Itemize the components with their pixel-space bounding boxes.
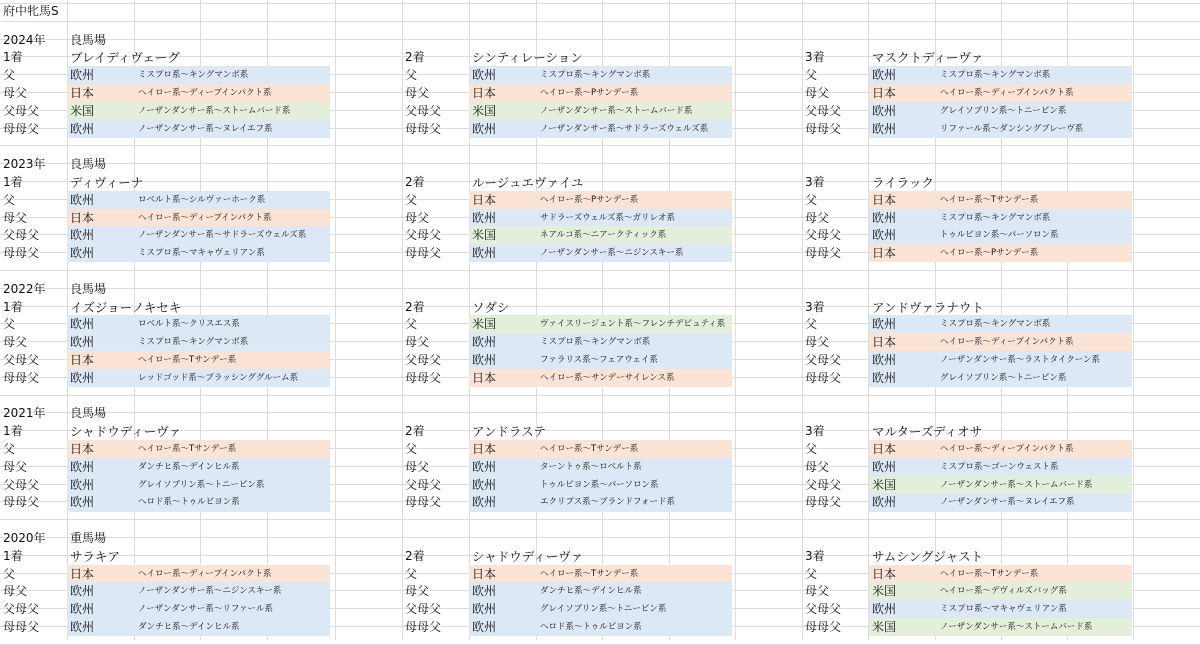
pedigree-label[interactable]: 母母父: [805, 246, 842, 261]
pedigree-label[interactable]: 母父: [805, 584, 830, 599]
pedigree-label[interactable]: 母母父: [3, 495, 40, 510]
sire-line-cell[interactable]: トゥルビヨン系～パーソロン系: [536, 476, 732, 494]
pedigree-label[interactable]: 母母父: [3, 121, 40, 136]
region-cell[interactable]: 欧州: [67, 333, 134, 351]
sire-line-cell[interactable]: ヘイロー系～Tサンデー系: [536, 565, 732, 583]
sire-line-cell[interactable]: ヴァイスリージェント系～フレンチデピュティ系: [536, 315, 732, 333]
sire-line-cell[interactable]: ノーザンダンサー系～リファール系: [134, 600, 330, 618]
horse-name[interactable]: ブレイディヴェーグ: [70, 50, 180, 66]
region-cell[interactable]: 欧州: [67, 120, 134, 138]
region-cell[interactable]: 米国: [469, 102, 536, 120]
pedigree-label[interactable]: 父: [805, 192, 818, 207]
pedigree-label[interactable]: 父母父: [3, 228, 40, 243]
region-cell[interactable]: 欧州: [469, 476, 536, 494]
grid-col-line: [335, 0, 336, 640]
sire-line-cell[interactable]: ノーザンダンサー系～サドラーズウェルズ系: [134, 226, 330, 244]
region-cell[interactable]: 米国: [469, 226, 536, 244]
sire-line-cell[interactable]: ミスプロ系～キングマンボ系: [536, 66, 732, 84]
pedigree-label[interactable]: 母父: [3, 459, 28, 474]
region-cell[interactable]: 日本: [67, 440, 134, 458]
sire-line-cell[interactable]: ヘイロー系～サンデーサイレンス系: [536, 369, 732, 387]
region-cell[interactable]: 米国: [469, 315, 536, 333]
year-label[interactable]: 2021年: [3, 406, 46, 421]
sire-line-cell[interactable]: ミスプロ系～キングマンボ系: [134, 333, 330, 351]
sire-line-cell[interactable]: ヘイロー系～Pサンデー系: [536, 191, 732, 209]
track-condition[interactable]: 良馬場: [70, 406, 107, 421]
place-label[interactable]: 1着: [3, 424, 23, 439]
region-cell[interactable]: 欧州: [869, 600, 936, 618]
sire-line-cell[interactable]: ヘイロー系～デヴィルズバッグ系: [936, 582, 1132, 600]
sire-line-cell[interactable]: ノーザンダンサー系～ラストタイクーン系: [936, 351, 1132, 369]
place-label[interactable]: 1着: [3, 299, 23, 314]
sire-line-cell[interactable]: グレイソブリン系～トニービン系: [936, 102, 1132, 120]
pedigree-label[interactable]: 母母父: [405, 370, 442, 385]
region-cell[interactable]: 日本: [869, 84, 936, 102]
pedigree-label[interactable]: 父母父: [405, 353, 442, 367]
region-cell[interactable]: 欧州: [469, 618, 536, 636]
pedigree-label[interactable]: 母父: [405, 210, 430, 225]
horse-name[interactable]: ライラック: [872, 175, 934, 190]
pedigree-label[interactable]: 母母父: [3, 370, 40, 385]
place-label[interactable]: 3着: [805, 50, 825, 65]
sire-line-cell[interactable]: ヘイロー系～Tサンデー系: [536, 440, 732, 458]
pedigree-label[interactable]: 母父: [3, 86, 28, 100]
horse-name[interactable]: マスクトディーヴァ: [872, 50, 984, 66]
region-cell[interactable]: 欧州: [869, 493, 936, 511]
sire-line-cell[interactable]: ターントゥ系～ロベルト系: [536, 458, 732, 476]
sire-line-cell[interactable]: ミスプロ系～ゴーンウェスト系: [936, 458, 1132, 476]
region-cell[interactable]: 欧州: [67, 369, 134, 387]
pedigree-label[interactable]: 母父: [3, 335, 28, 350]
sire-line-cell[interactable]: ヘイロー系～Tサンデー系: [936, 191, 1132, 209]
region-cell[interactable]: 欧州: [469, 600, 536, 618]
sire-line-cell[interactable]: ノーザンダンサー系～ニジンスキー系: [536, 244, 732, 262]
grid-row-line: [0, 39, 1200, 40]
year-label[interactable]: 2022年: [3, 281, 46, 296]
horse-name[interactable]: シャドウディーヴァ: [70, 424, 182, 440]
sire-line-cell[interactable]: ヘイロー系～Tサンデー系: [936, 565, 1132, 583]
region-cell[interactable]: 欧州: [469, 458, 536, 476]
grid-row-line: [0, 288, 1200, 289]
sire-line-cell[interactable]: ネアルコ系～ニアークティック系: [536, 226, 732, 244]
pedigree-label[interactable]: 父: [405, 566, 418, 581]
sire-line-cell[interactable]: ヘイロー系～ディープインパクト系: [936, 333, 1132, 351]
region-cell[interactable]: 欧州: [869, 102, 936, 120]
sire-line-cell[interactable]: グレイソブリン系～トニービン系: [936, 369, 1132, 387]
sheet-title[interactable]: 府中牝馬S: [3, 4, 59, 18]
region-cell[interactable]: 日本: [469, 191, 536, 209]
pedigree-label[interactable]: 父: [3, 566, 16, 581]
sire-line-cell[interactable]: ミスプロ系～キングマンボ系: [134, 66, 330, 84]
pedigree-label[interactable]: 父母父: [405, 228, 442, 243]
pedigree-label[interactable]: 父母父: [805, 477, 842, 492]
horse-name[interactable]: ディヴィーナ: [70, 175, 144, 190]
region-cell[interactable]: 欧州: [67, 458, 134, 476]
pedigree-label[interactable]: 父母父: [805, 353, 842, 367]
grid-row-line: [0, 145, 1200, 146]
horse-name[interactable]: ソダシ: [472, 299, 510, 315]
pedigree-label[interactable]: 母父: [405, 459, 430, 474]
place-label[interactable]: 1着: [3, 175, 23, 189]
sire-line-cell[interactable]: ダンチヒ系～デインヒル系: [134, 458, 330, 476]
sire-line-cell[interactable]: ヘイロー系～ディープインパクト系: [936, 84, 1132, 102]
place-label[interactable]: 2着: [405, 299, 425, 314]
pedigree-label[interactable]: 父: [405, 317, 418, 332]
pedigree-label[interactable]: 父: [3, 442, 16, 456]
pedigree-label[interactable]: 母母父: [3, 620, 40, 634]
place-label[interactable]: 2着: [405, 175, 425, 189]
grid-row-line: [0, 395, 1200, 396]
sire-line-cell[interactable]: エクリプス系～ブランドフォード系: [536, 493, 732, 511]
pedigree-label[interactable]: 父: [405, 68, 418, 83]
pedigree-label[interactable]: 母母父: [3, 246, 40, 261]
sire-line-cell[interactable]: ミスプロ系～キングマンボ系: [536, 333, 732, 351]
horse-name[interactable]: アンドラステ: [472, 424, 546, 440]
sire-line-cell[interactable]: グレイソブリン系～トニービン系: [536, 600, 732, 618]
region-cell[interactable]: 欧州: [67, 191, 134, 209]
pedigree-label[interactable]: 父母父: [805, 103, 842, 118]
sire-line-cell[interactable]: ダンチヒ系～デインヒル系: [134, 618, 330, 636]
sire-line-cell[interactable]: ヘイロー系～ディープインパクト系: [134, 209, 330, 227]
horse-name[interactable]: シンティレーション: [472, 50, 583, 66]
pedigree-label[interactable]: 母母父: [805, 620, 842, 634]
region-cell[interactable]: 日本: [869, 440, 936, 458]
region-cell[interactable]: 欧州: [67, 600, 134, 618]
sire-line-cell[interactable]: ノーザンダンサー系～ストームバード系: [936, 618, 1132, 636]
pedigree-label[interactable]: 母母父: [405, 620, 442, 634]
pedigree-label[interactable]: 父: [405, 442, 418, 456]
sire-line-cell[interactable]: リファール系～ダンシングブレーヴ系: [936, 120, 1132, 138]
pedigree-label[interactable]: 父: [805, 566, 818, 581]
region-cell[interactable]: 日本: [869, 244, 936, 262]
sire-line-cell[interactable]: ヘイロー系～ディープインパクト系: [936, 440, 1132, 458]
region-cell[interactable]: 欧州: [469, 209, 536, 227]
pedigree-label[interactable]: 母母父: [805, 370, 842, 385]
region-cell[interactable]: 欧州: [869, 315, 936, 333]
place-label[interactable]: 3着: [805, 299, 825, 314]
region-cell[interactable]: 欧州: [869, 369, 936, 387]
horse-name[interactable]: サラキア: [70, 548, 121, 564]
region-cell[interactable]: 欧州: [67, 315, 134, 333]
grid-row-line: [0, 412, 1200, 413]
sire-line-cell[interactable]: ファラリス系～フェアウェイ系: [536, 351, 732, 369]
region-cell[interactable]: 欧州: [869, 66, 936, 84]
region-cell[interactable]: 米国: [67, 102, 134, 120]
region-cell[interactable]: 米国: [869, 582, 936, 600]
region-cell[interactable]: 日本: [469, 84, 536, 102]
horse-name[interactable]: アンドヴァラナウト: [872, 299, 984, 315]
region-cell[interactable]: 日本: [469, 440, 536, 458]
track-condition[interactable]: 良馬場: [70, 32, 107, 47]
region-cell[interactable]: 日本: [469, 369, 536, 387]
region-cell[interactable]: 欧州: [67, 493, 134, 511]
grid-row-line: [0, 519, 1200, 520]
track-condition[interactable]: 良馬場: [70, 157, 107, 172]
pedigree-label[interactable]: 父: [405, 192, 418, 207]
region-cell[interactable]: 欧州: [469, 333, 536, 351]
grid-col-line: [735, 0, 736, 640]
pedigree-label[interactable]: 父: [3, 68, 16, 83]
region-cell[interactable]: 欧州: [469, 493, 536, 511]
horse-name[interactable]: サムシングジャスト: [872, 548, 984, 564]
place-label[interactable]: 3着: [805, 548, 825, 563]
pedigree-label[interactable]: 母母父: [405, 246, 442, 261]
region-cell[interactable]: 欧州: [67, 66, 134, 84]
pedigree-label[interactable]: 父: [3, 192, 16, 207]
region-cell[interactable]: 米国: [869, 476, 936, 494]
pedigree-label[interactable]: 母母父: [405, 495, 442, 510]
pedigree-label[interactable]: 父母父: [405, 602, 442, 617]
sire-line-cell[interactable]: ヘイロー系～Pサンデー系: [936, 244, 1132, 262]
pedigree-label[interactable]: 母母父: [405, 121, 442, 136]
sire-line-cell[interactable]: ミスプロ系～キングマンボ系: [936, 66, 1132, 84]
pedigree-label[interactable]: 母父: [805, 86, 830, 100]
region-cell[interactable]: 欧州: [869, 226, 936, 244]
pedigree-label[interactable]: 母父: [805, 459, 830, 474]
pedigree-label[interactable]: 母父: [405, 86, 430, 100]
pedigree-label[interactable]: 父母父: [3, 477, 40, 492]
pedigree-label[interactable]: 父母父: [805, 228, 842, 243]
pedigree-label[interactable]: 父: [805, 442, 818, 456]
region-cell[interactable]: 欧州: [469, 351, 536, 369]
sire-line-cell[interactable]: ヘイロー系～ディープインパクト系: [134, 565, 330, 583]
place-label[interactable]: 3着: [805, 175, 825, 189]
region-cell[interactable]: 欧州: [67, 582, 134, 600]
grid-row-line: [0, 270, 1200, 271]
horse-name[interactable]: シャドウディーヴァ: [472, 548, 584, 564]
region-cell[interactable]: 日本: [869, 565, 936, 583]
horse-name[interactable]: マルターズディオサ: [872, 424, 983, 440]
year-label[interactable]: 2023年: [3, 157, 46, 172]
grid-row-line: [0, 163, 1200, 164]
region-cell[interactable]: 欧州: [469, 120, 536, 138]
track-condition[interactable]: 良馬場: [70, 281, 107, 296]
region-cell[interactable]: 日本: [869, 191, 936, 209]
sire-line-cell[interactable]: ミスプロ系～マキャヴェリアン系: [936, 600, 1132, 618]
sire-line-cell[interactable]: ノーザンダンサー系～サドラーズウェルズ系: [536, 120, 732, 138]
year-label[interactable]: 2024年: [3, 32, 46, 47]
track-condition[interactable]: 重馬場: [70, 531, 107, 545]
sire-line-cell[interactable]: サドラーズウェルズ系～ガリレオ系: [536, 209, 732, 227]
sire-line-cell[interactable]: ノーザンダンサー系～ヌレイエフ系: [936, 493, 1132, 511]
place-label[interactable]: 2着: [405, 548, 425, 563]
region-cell[interactable]: 米国: [869, 618, 936, 636]
region-cell[interactable]: 欧州: [469, 244, 536, 262]
sire-line-cell[interactable]: ヘイロー系～Tサンデー系: [134, 440, 330, 458]
pedigree-label[interactable]: 母母父: [805, 495, 842, 510]
grid-col-line: [1133, 0, 1134, 640]
sire-line-cell[interactable]: ヘロド系～トゥルビヨン系: [536, 618, 732, 636]
sire-line-cell[interactable]: ミスプロ系～マキャヴェリアン系: [134, 244, 330, 262]
region-cell[interactable]: 欧州: [469, 66, 536, 84]
year-label[interactable]: 2020年: [3, 531, 46, 545]
sire-line-cell[interactable]: ノーザンダンサー系～ストームバード系: [134, 102, 330, 120]
horse-name[interactable]: ルージュエヴァイユ: [472, 175, 584, 190]
region-cell[interactable]: 日本: [67, 351, 134, 369]
region-cell[interactable]: 欧州: [869, 120, 936, 138]
sire-line-cell[interactable]: ミスプロ系～キングマンボ系: [936, 315, 1132, 333]
sire-line-cell[interactable]: ヘイロー系～ディープインパクト系: [134, 84, 330, 102]
sire-line-cell[interactable]: ヘロド系～トゥルビヨン系: [134, 493, 330, 511]
region-cell[interactable]: 欧州: [869, 209, 936, 227]
region-cell[interactable]: 欧州: [67, 226, 134, 244]
pedigree-label[interactable]: 母父: [805, 335, 830, 350]
pedigree-label[interactable]: 父: [3, 317, 16, 332]
region-cell[interactable]: 日本: [67, 565, 134, 583]
pedigree-label[interactable]: 父母父: [3, 602, 40, 617]
region-cell[interactable]: 欧州: [869, 351, 936, 369]
region-cell[interactable]: 欧州: [67, 476, 134, 494]
pedigree-label[interactable]: 母母父: [805, 121, 842, 136]
pedigree-label[interactable]: 母父: [3, 584, 28, 599]
region-cell[interactable]: 欧州: [469, 582, 536, 600]
sire-line-cell[interactable]: ロベルト系～クリスエス系: [134, 315, 330, 333]
pedigree-label[interactable]: 母父: [3, 210, 28, 225]
sire-line-cell[interactable]: ロベルト系～シルヴァーホーク系: [134, 191, 330, 209]
sire-line-cell[interactable]: ヘイロー系～Tサンデー系: [134, 351, 330, 369]
pedigree-label[interactable]: 母父: [805, 210, 830, 225]
pedigree-label[interactable]: 父母父: [405, 103, 442, 118]
horse-name[interactable]: イズジョーノキセキ: [70, 299, 182, 315]
sire-line-cell[interactable]: ヘイロー系～Pサンデー系: [536, 84, 732, 102]
region-cell[interactable]: 欧州: [67, 244, 134, 262]
pedigree-label[interactable]: 父母父: [3, 103, 40, 118]
pedigree-label[interactable]: 母父: [405, 584, 430, 599]
region-cell[interactable]: 日本: [67, 84, 134, 102]
sire-line-cell[interactable]: ノーザンダンサー系～ストームバード系: [936, 476, 1132, 494]
sire-line-cell[interactable]: ミスプロ系～キングマンボ系: [936, 209, 1132, 227]
pedigree-label[interactable]: 父母父: [805, 602, 842, 617]
sire-line-cell[interactable]: ダンチヒ系～デインヒル系: [536, 582, 732, 600]
sire-line-cell[interactable]: レッドゴッド系～ブラッシンググルーム系: [134, 369, 330, 387]
sire-line-cell[interactable]: ノーザンダンサー系～ヌレイエフ系: [134, 120, 330, 138]
place-label[interactable]: 2着: [405, 50, 425, 65]
sire-line-cell[interactable]: トゥルビヨン系～パーソロン系: [936, 226, 1132, 244]
grid-row-line: [0, 21, 1200, 22]
pedigree-label[interactable]: 父: [805, 68, 818, 83]
region-cell[interactable]: 日本: [67, 209, 134, 227]
region-cell[interactable]: 欧州: [67, 618, 134, 636]
sire-line-cell[interactable]: ノーザンダンサー系～ニジンスキー系: [134, 582, 330, 600]
place-label[interactable]: 3着: [805, 424, 825, 439]
pedigree-label[interactable]: 母父: [405, 335, 430, 350]
region-cell[interactable]: 日本: [469, 565, 536, 583]
region-cell[interactable]: 日本: [869, 333, 936, 351]
place-label[interactable]: 1着: [3, 50, 23, 65]
sire-line-cell[interactable]: グレイソブリン系～トニービン系: [134, 476, 330, 494]
place-label[interactable]: 2着: [405, 424, 425, 439]
pedigree-label[interactable]: 父: [805, 317, 818, 332]
pedigree-label[interactable]: 父母父: [3, 353, 40, 367]
pedigree-label[interactable]: 父母父: [405, 477, 442, 492]
place-label[interactable]: 1着: [3, 548, 23, 563]
sire-line-cell[interactable]: ノーザンダンサー系～ストームバード系: [536, 102, 732, 120]
region-cell[interactable]: 欧州: [869, 458, 936, 476]
grid-row-line: [0, 537, 1200, 538]
